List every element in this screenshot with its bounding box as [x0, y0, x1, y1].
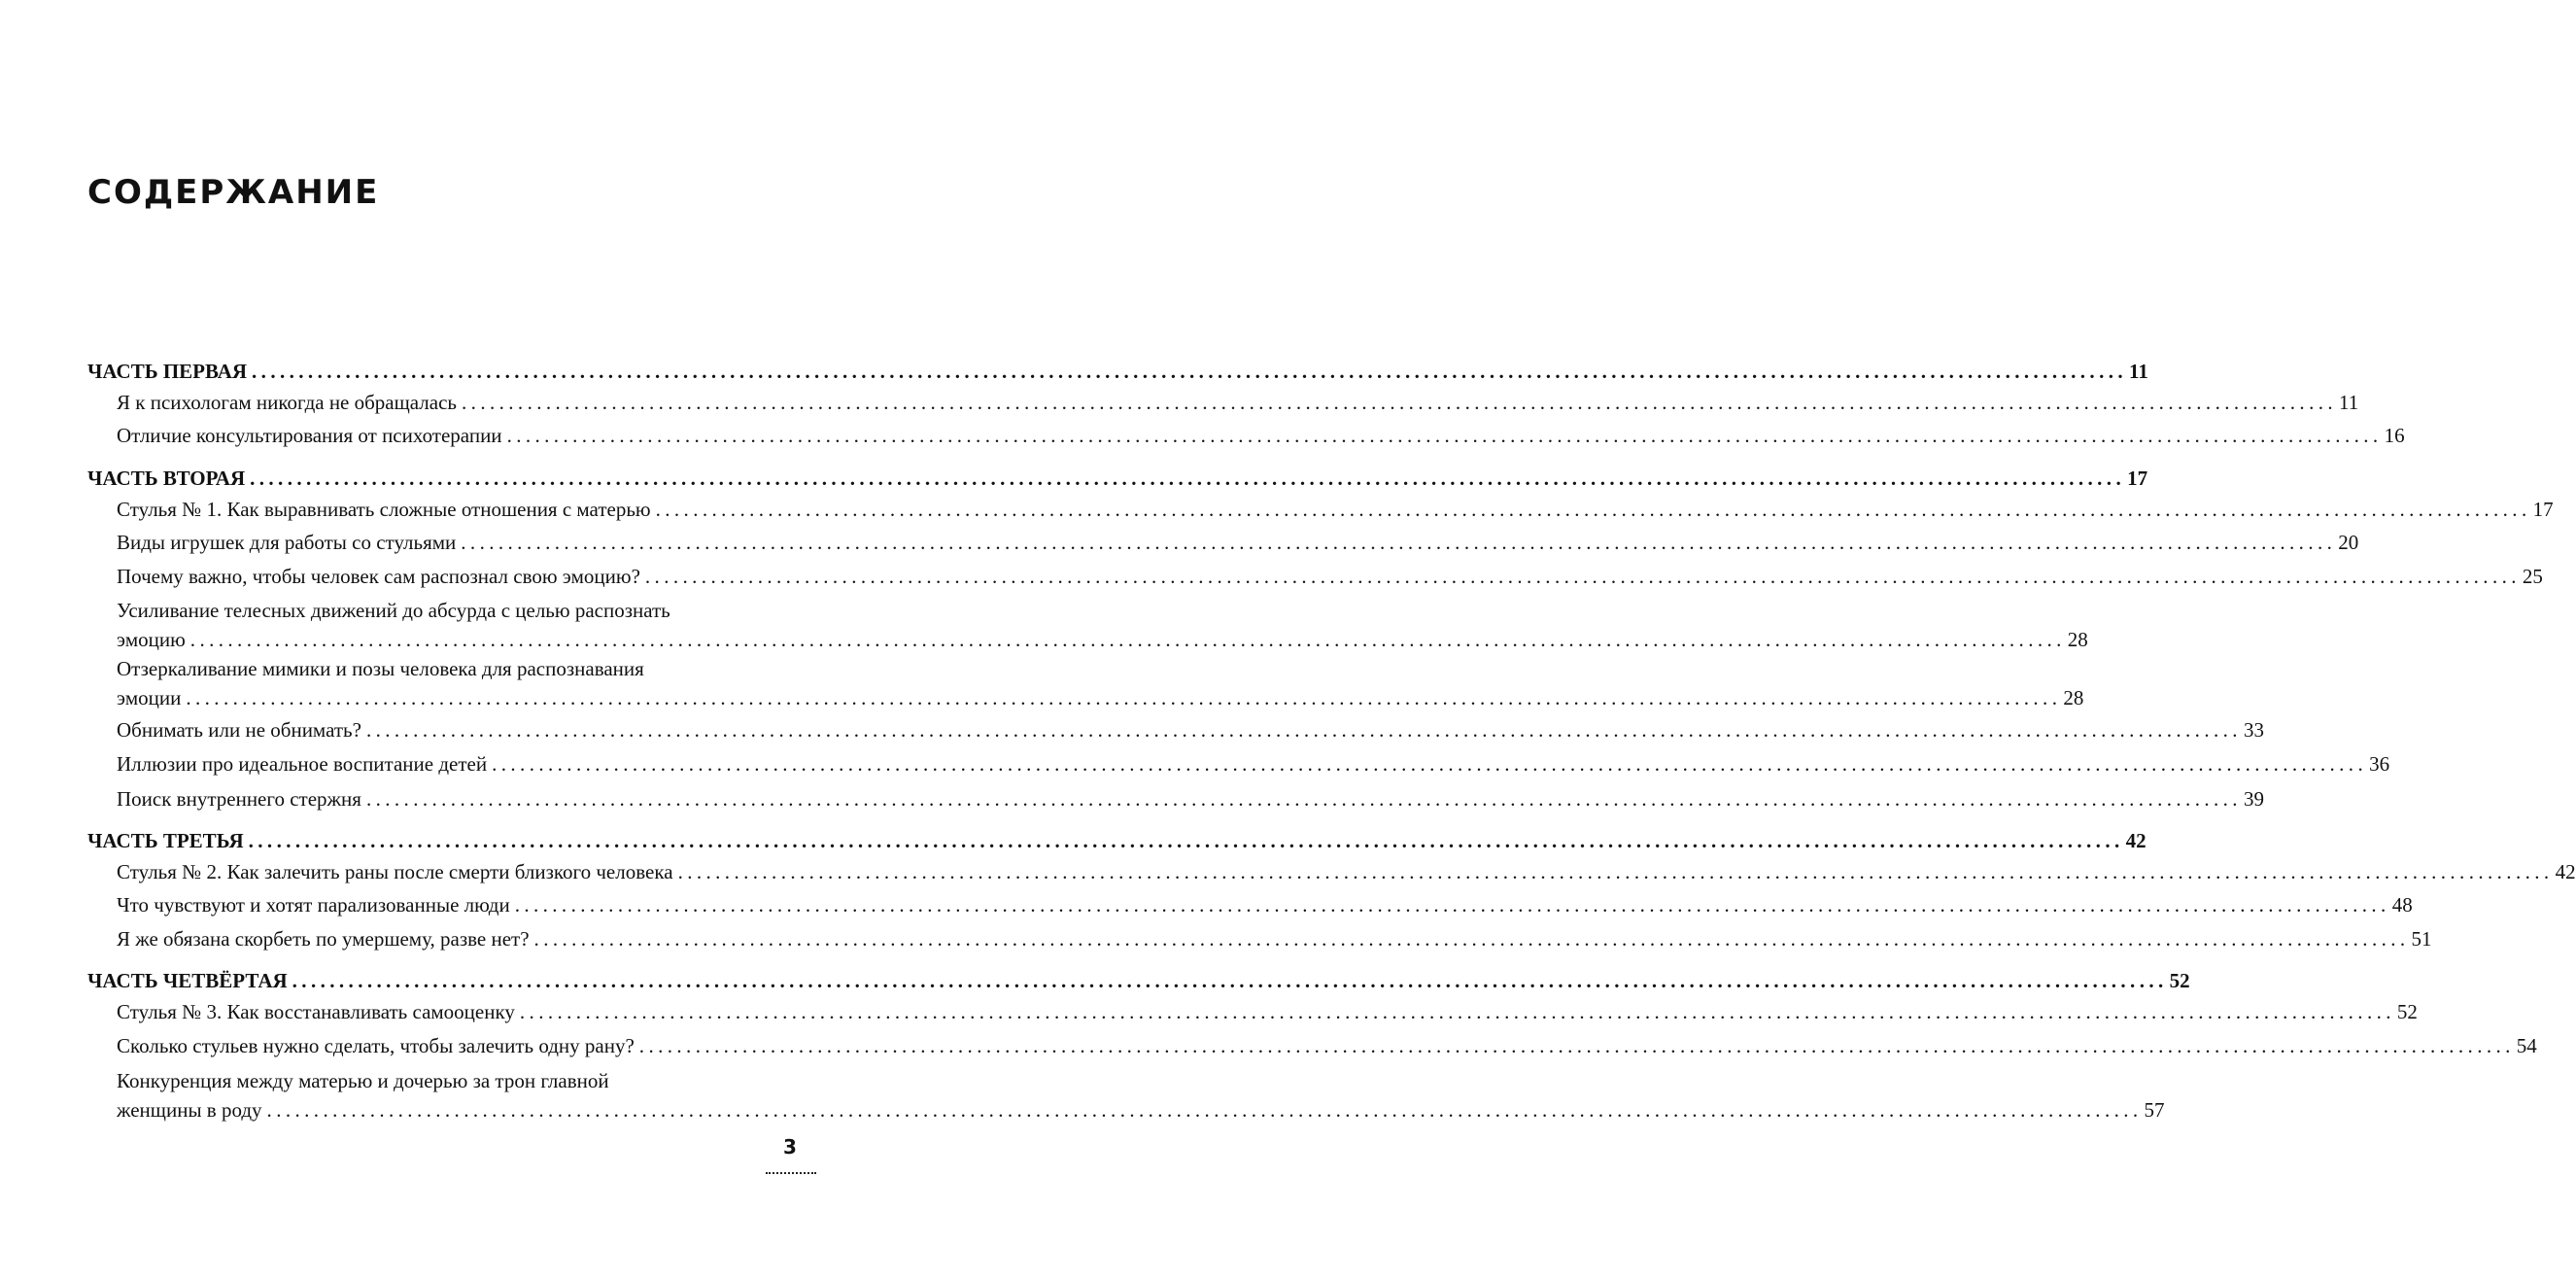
dot-leader: ........................................................................................................................................................................................................: [365, 718, 2242, 742]
toc-entry-title: женщины в роду: [117, 1098, 262, 1122]
toc-entry-title: Отличие консультирования от психотерапии: [117, 424, 502, 447]
toc-entry-page: 51: [2411, 927, 2432, 951]
toc-entry-page: 42: [2125, 829, 2147, 852]
dot-leader: ........................................................................................................................................................................................................: [252, 360, 2128, 383]
dot-leader: ........................................................................................................................................................................................................: [519, 1000, 2395, 1023]
dot-leader: ........................................................................................................................................................................................................: [248, 829, 2124, 852]
toc-entry-page: 54: [2516, 1034, 2537, 1057]
dot-leader: ........................................................................................................................................................................................................: [186, 686, 2062, 709]
toc-entry-row: [87, 826, 2147, 855]
toc-entry-page: 48: [2391, 893, 2413, 917]
dot-leader: ........................................................................................................................................................................................................: [189, 628, 2066, 651]
toc-entry-row: [117, 857, 2576, 886]
toc-section-entry: [117, 749, 2390, 778]
dot-leader: ........................................................................................................................................................................................................: [461, 531, 2337, 554]
dot-leader: ........................................................................................................................................................................................................: [292, 969, 2168, 992]
toc-section-entry: [117, 784, 2264, 813]
toc-entry-row: [87, 464, 2148, 493]
toc-entry-row: [117, 388, 2359, 417]
toc-section-entry: [117, 997, 2418, 1026]
toc-section-entry: [117, 890, 2413, 919]
toc-entry-row: [117, 421, 2405, 450]
dot-leader: ........................................................................................................................................................................................................: [365, 787, 2242, 811]
toc-section-entry: [117, 857, 2576, 886]
toc-entry-page: 11: [2339, 391, 2359, 414]
toc-entry-title: эмоцию: [117, 628, 186, 651]
dot-leader: ........................................................................................................................................................................................................: [462, 391, 2338, 414]
toc-entry-page: 33: [2243, 718, 2264, 742]
toc-entry-page: 57: [2144, 1098, 2165, 1122]
toc-entry-title: эмоции: [117, 686, 182, 709]
toc-section-entry: [117, 924, 2432, 953]
toc-entry-page: 11: [2129, 360, 2148, 383]
toc-entry-row: [117, 749, 2390, 778]
toc-entry-title: Обнимать или не обнимать?: [117, 718, 361, 742]
toc-entry-title: Сколько стульев нужно сделать, чтобы залечить одну рану?: [117, 1034, 635, 1057]
page-number-rule: [766, 1172, 816, 1174]
toc-entry-title: ЧАСТЬ ВТОРАЯ: [87, 467, 246, 490]
toc-entry-title: Поиск внутреннего стержня: [117, 787, 361, 811]
toc-section-entry: [117, 421, 2405, 450]
toc-section-entry: [117, 715, 2264, 744]
toc-section-entry: [117, 1066, 2165, 1124]
toc-section-entry: [117, 388, 2359, 417]
toc-entry-page: 17: [2127, 467, 2148, 490]
toc-entry-page: 20: [2338, 531, 2359, 554]
page-title: СОДЕРЖАНИЕ: [87, 173, 380, 212]
toc-entry-row: [117, 924, 2432, 953]
toc-entry-row: [117, 997, 2418, 1026]
dot-leader: ........................................................................................................................................................................................................: [250, 467, 2126, 490]
toc-part-entry: [87, 357, 2148, 386]
toc-entry-title: Стулья № 2. Как залечить раны после смерти близкого человека: [117, 860, 673, 883]
toc-section-entry: [117, 495, 2554, 524]
toc-entry-row: [117, 784, 2264, 813]
toc-section-entry: [117, 528, 2359, 557]
toc-entry-page: 42: [2555, 860, 2576, 883]
toc-entry-page: 25: [2522, 565, 2543, 588]
toc-entry-title: Виды игрушек для работы со стульями: [117, 531, 457, 554]
toc-entry-row: [117, 562, 2543, 591]
toc-part-entry: [87, 826, 2147, 855]
toc-entry-page: 16: [2384, 424, 2405, 447]
toc-entry-title: ЧАСТЬ ЧЕТВЁРТАЯ: [87, 969, 288, 992]
dot-leader: ........................................................................................................................................................................................................: [655, 498, 2531, 521]
dot-leader: ........................................................................................................................................................................................................: [638, 1034, 2515, 1057]
toc-entry-row: [87, 966, 2190, 995]
toc-entry-row: [117, 683, 2084, 712]
toc-entry-title: Я же обязана скорбеть по умершему, разве нет?: [117, 927, 530, 951]
dot-leader: ........................................................................................................................................................................................................: [677, 860, 2554, 883]
toc-entry-page: 28: [2067, 628, 2088, 651]
dot-leader: ........................................................................................................................................................................................................: [266, 1098, 2143, 1122]
toc-part-entry: [87, 464, 2148, 493]
toc-entry-title: Иллюзии про идеальное воспитание детей: [117, 752, 488, 776]
toc-entry-row: [117, 1031, 2537, 1060]
toc-entry-row: [117, 715, 2264, 744]
toc-entry-row: [87, 357, 2148, 386]
toc-entry-title-line: Конкуренция между матерью и дочерью за трон главной: [117, 1069, 609, 1092]
toc-entry-page: 17: [2532, 498, 2554, 521]
dot-leader: ........................................................................................................................................................................................................: [514, 893, 2390, 917]
toc-section-entry: [117, 596, 2088, 654]
toc-entry-title: ЧАСТЬ ПЕРВАЯ: [87, 360, 248, 383]
toc-section-entry: [117, 1031, 2537, 1060]
toc-entry-title: Стулья № 1. Как выравнивать сложные отношения с матерью: [117, 498, 651, 521]
dot-leader: ........................................................................................................................................................................................................: [533, 927, 2410, 951]
toc-entry-title: Стулья № 3. Как восстанавливать самооценку: [117, 1000, 515, 1023]
toc-entry-title: Почему важно, чтобы человек сам распознал свою эмоцию?: [117, 565, 640, 588]
toc-entry-title: Я к психологам никогда не обращалась: [117, 391, 458, 414]
toc-part-entry: [87, 966, 2190, 995]
toc-entry-page: 39: [2243, 787, 2264, 811]
toc-entry-row: [117, 625, 2088, 654]
dot-leader: ........................................................................................................................................................................................................: [492, 752, 2368, 776]
toc-entry-row: [117, 890, 2413, 919]
dot-leader: ........................................................................................................................................................................................................: [644, 565, 2521, 588]
toc-entry-title-line: Отзеркаливание мимики и позы человека для распознавания: [117, 657, 644, 680]
toc-entry-row: [117, 1095, 2165, 1124]
toc-section-entry: [117, 654, 2084, 712]
toc-entry-title: Что чувствуют и хотят парализованные люди: [117, 893, 510, 917]
toc-section-entry: [117, 562, 2543, 591]
toc-entry-page: 28: [2063, 686, 2084, 709]
page-number: 3: [783, 1135, 797, 1159]
dot-leader: ........................................................................................................................................................................................................: [506, 424, 2383, 447]
toc-entry-title-line: Усиливание телесных движений до абсурда с целью распознать: [117, 599, 670, 622]
toc-entry-row: [117, 495, 2554, 524]
toc-entry-page: 52: [2169, 969, 2190, 992]
toc-entry-page: 52: [2396, 1000, 2418, 1023]
toc-entry-page: 36: [2369, 752, 2390, 776]
toc-entry-title: ЧАСТЬ ТРЕТЬЯ: [87, 829, 244, 852]
toc-entry-row: [117, 528, 2359, 557]
